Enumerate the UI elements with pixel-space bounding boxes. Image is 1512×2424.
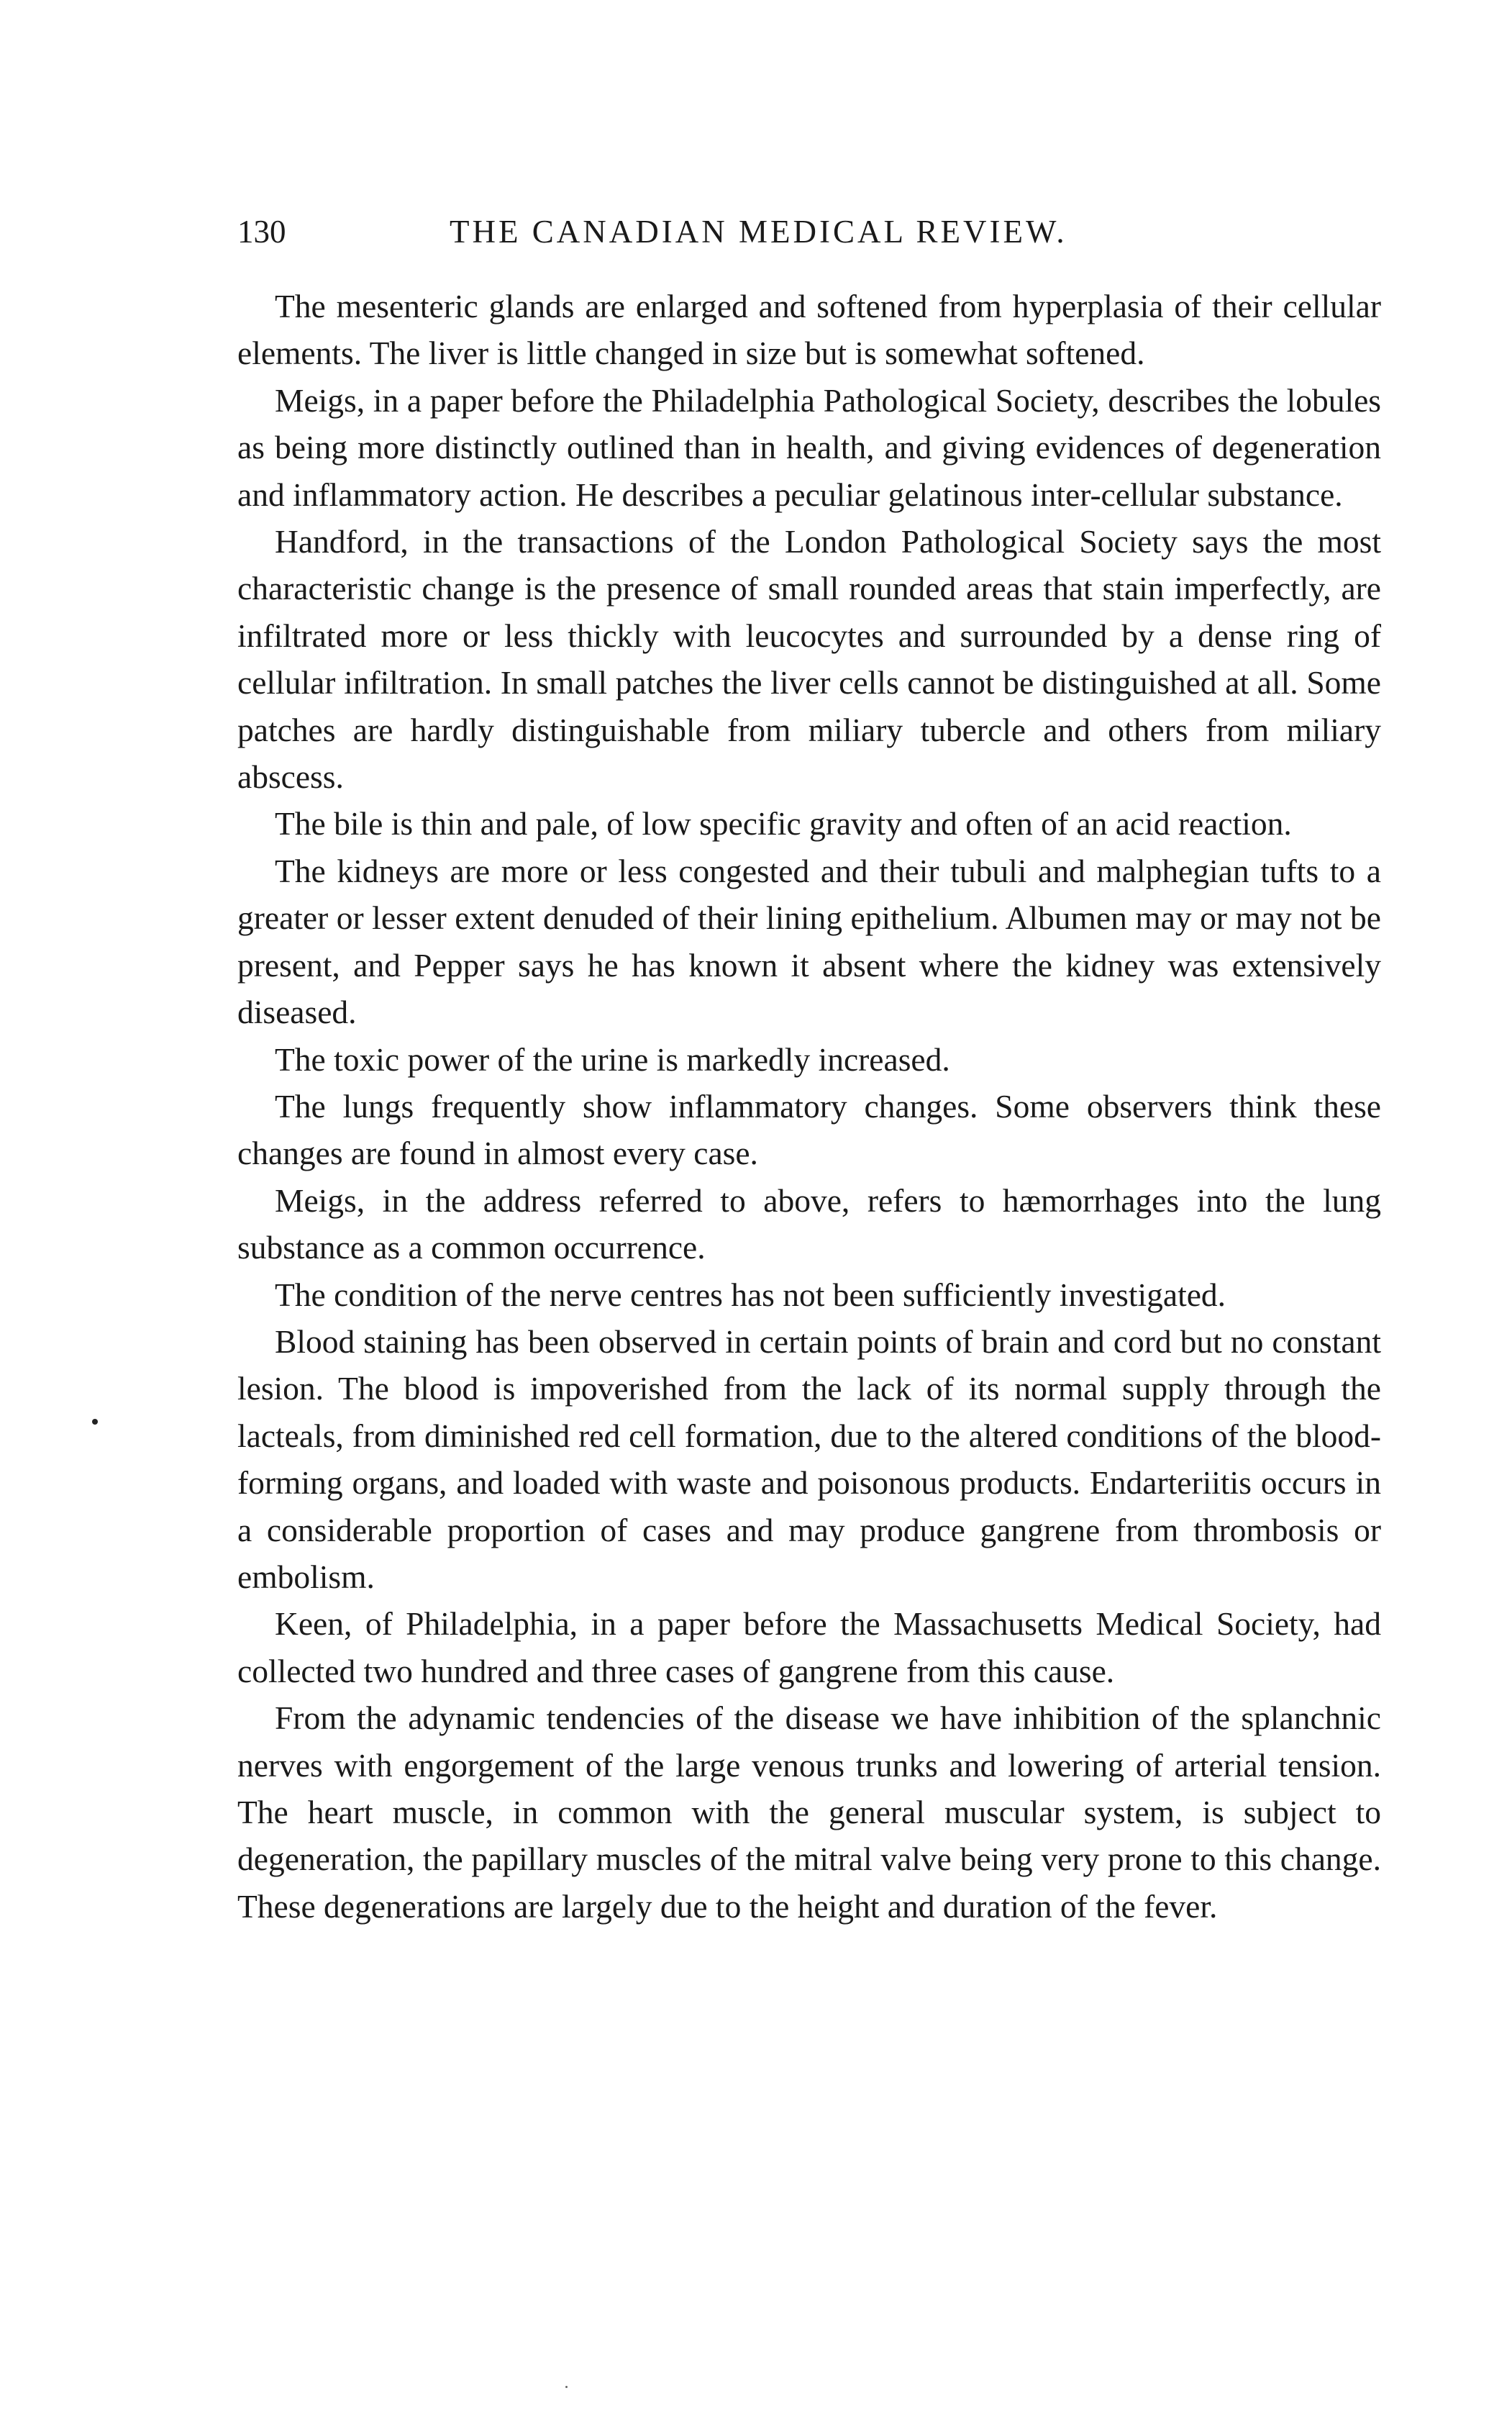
paragraph-meigs-lobules: Meigs, in a paper before the Philadelphia Pathological Society, describes the lobules as being more distinctly outlined than in health, and giving evidences of degeneration and inflammatory action. He describes a peculiar gelatinous inter-cellular substance. <box>237 381 1381 513</box>
body-text <box>237 283 1381 1930</box>
paragraph-mesenteric-glands: The mesenteric glands are enlarged and softened from hyperplasia of their cellular elements. The liver is little changed in size but is somewhat softened. <box>237 288 1381 372</box>
paragraph-handford: Handford, in the transactions of the London Pathological Society says the most characteristic change is the presence of small rounded areas that stain imperfectly, are infiltrated more or less thickly with leucocytes and surrounded by a dense ring of cellular infiltration. In small patches the liver cells cannot be distinguished at all. Some patches are hardly distinguishable from miliary tubercle and others from miliary abscess. <box>237 523 1381 796</box>
paragraph-meigs-haemorrhages: Meigs, in the address referred to above, refers to hæmorrhages into the lung substance as a common occurrence. <box>237 1181 1381 1266</box>
page-header <box>237 210 1381 253</box>
paragraph-nerve-centres: The condition of the nerve centres has not been sufficiently investigated. <box>275 1276 1226 1313</box>
paragraph-adynamic: From the adynamic tendencies of the disease we have inhibition of the splanchnic nerves with engorgement of the large venous trunks and lowering of arterial tension. The heart muscle, in common with the general muscular system, is subject to degeneration, the papillary muscles of the mitral valve being very prone to this change. These degenerations are largely due to the height and duration of the fever. <box>237 1699 1381 1925</box>
page-number: 130 <box>237 214 286 250</box>
paragraph-blood-staining: Blood staining has been observed in certain points of brain and cord but no constant lesion. The blood is impoverished from the lack of its normal supply through the lacteals, from diminished red cell formation, due to the altered conditions of the blood-forming organs, and loaded with waste and poisonous products. Endarteriitis occurs in a considerable proportion of cases and may produce gangrene from thrombosis or embolism. <box>237 1322 1381 1595</box>
paragraph-lungs: The lungs frequently show inflammatory changes. Some observers think these changes are found in almost every case. <box>237 1087 1381 1172</box>
paragraph-urine: The toxic power of the urine is markedly increased. <box>275 1040 950 1078</box>
running-title: THE CANADIAN MEDICAL REVIEW. <box>450 214 1067 250</box>
paragraph-kidneys: The kidneys are more or less congested and their tubuli and malphegian tufts to a greater or lesser extent denuded of their lining epithelium. Albumen may or may not be present, and Pepper says he has known it absent where the kidney was extensively diseased. <box>237 852 1381 1031</box>
foot-mark <box>565 2386 568 2388</box>
margin-mark <box>92 1419 98 1425</box>
paragraph-bile: The bile is thin and pale, of low specific gravity and often of an acid reaction. <box>275 805 1292 843</box>
paragraph-keen: Keen, of Philadelphia, in a paper before the Massachusetts Medical Society, had collected two hundred and three cases of gangrene from this cause. <box>237 1605 1381 1689</box>
